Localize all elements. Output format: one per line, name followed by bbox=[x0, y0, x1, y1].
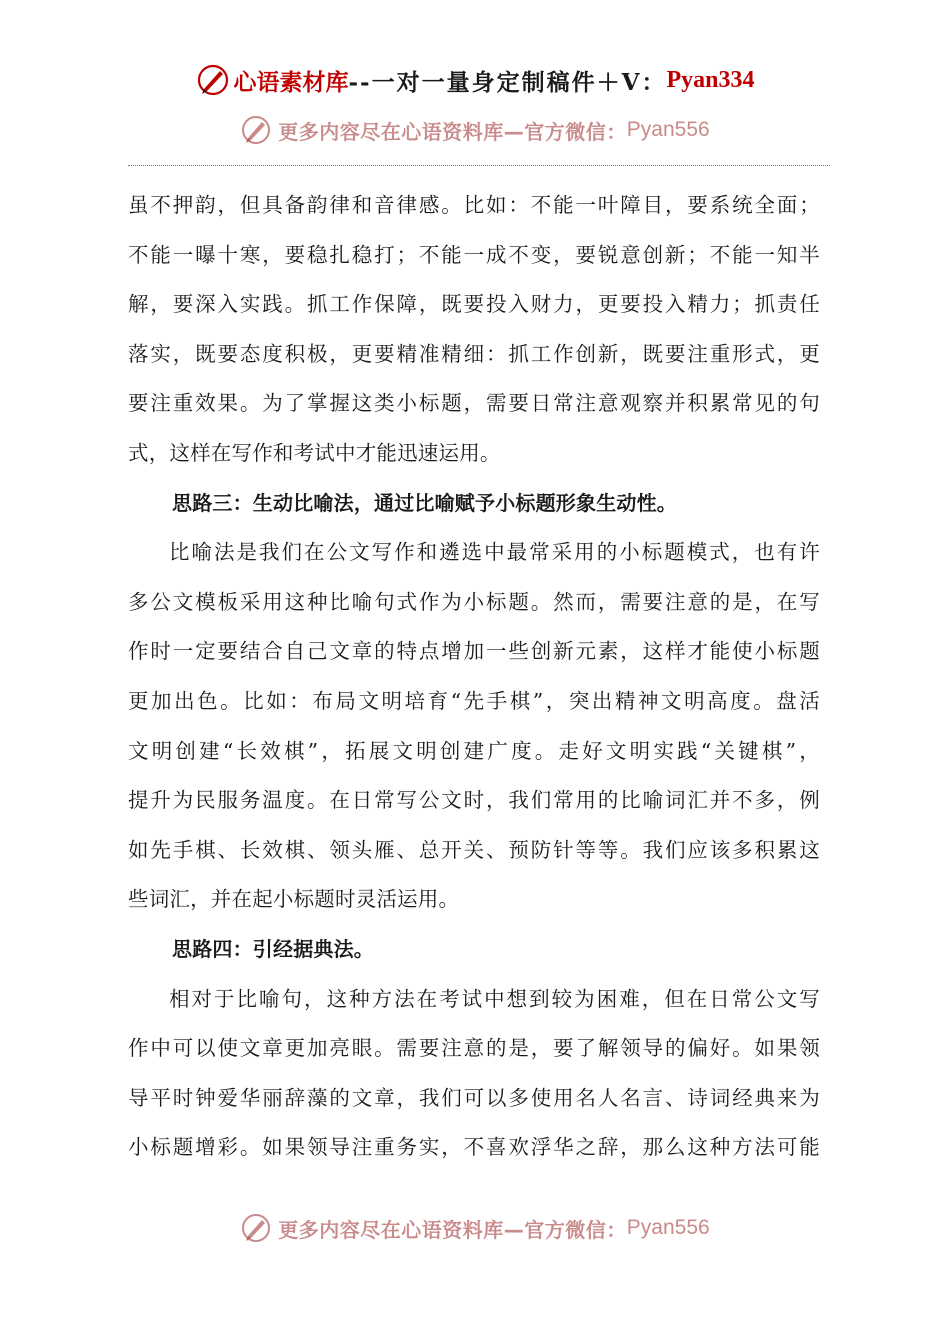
text-line: 式，这样在写作和考试中才能迅速运用。 bbox=[128, 440, 501, 465]
header-watermark bbox=[0, 112, 950, 148]
text-line: 如先手棋、长效棋、领头雁、总开关、预防针等等。我们应该多积累这 bbox=[128, 837, 820, 862]
text-line: 作时一定要结合自己文章的特点增加一些创新元素，这样才能使小标题 bbox=[128, 639, 820, 664]
header-slogan: --一对一量身定制稿件＋V： bbox=[348, 68, 667, 96]
pen-logo-icon bbox=[240, 1212, 272, 1244]
text-line: 要注重效果。为了掌握这类小标题，需要日常注意观察并积累常见的句 bbox=[128, 391, 820, 416]
header-divider bbox=[128, 165, 830, 166]
footer-watermark bbox=[0, 1210, 950, 1246]
text-line: 些词汇，并在起小标题时灵活运用。 bbox=[128, 887, 460, 912]
text-line: 落实，既要态度积极，更要精准精细：抓工作创新，既要注重形式，更 bbox=[128, 341, 820, 366]
text-line: 提升为民服务温度。在日常写公文时，我们常用的比喻词汇并不多，例 bbox=[128, 788, 820, 813]
watermark-text: 更多内容尽在心语资料库—官方微信： bbox=[278, 119, 627, 144]
text-line: 比喻法是我们在公文写作和遴选中最常采用的小标题模式，也有许 bbox=[169, 540, 820, 565]
pen-logo-icon bbox=[196, 63, 230, 97]
text-line: 虽不押韵，但具备韵律和音律感。比如：不能一叶障目，要系统全面； bbox=[128, 193, 820, 217]
page-header bbox=[0, 60, 950, 100]
watermark-id: Pyan556 bbox=[626, 1216, 710, 1239]
watermark-id: Pyan556 bbox=[626, 118, 710, 141]
text-line: 作中可以使文章更加亮眼。需要注意的是，要了解领导的偏好。如果领 bbox=[128, 1036, 820, 1061]
header-contact: Pyan334 bbox=[666, 66, 755, 93]
document-body bbox=[128, 181, 820, 1173]
text-line: 小标题增彩。如果领导注重务实，不喜欢浮华之辞，那么这种方法可能 bbox=[128, 1135, 820, 1160]
text-line: 导平时钟爱华丽辞藻的文章，我们可以多使用名人名言、诗词经典来为 bbox=[128, 1085, 820, 1110]
text-line: 多公文模板采用这种比喻句式作为小标题。然而，需要注意的是，在写 bbox=[128, 589, 820, 614]
text-line: 更加出色。比如：布局文明培育“先手棋”，突出精神文明高度。盘活 bbox=[128, 688, 820, 713]
text-line: 解，要深入实践。抓工作保障，既要投入财力，更要投入精力；抓责任 bbox=[128, 292, 820, 317]
section-heading: 思路四：引经据典法。 bbox=[172, 936, 374, 961]
text-line: 文明创建“长效棋”，拓展文明创建广度。走好文明实践“关键棋”， bbox=[128, 738, 820, 763]
brand-name: 心语素材库 bbox=[233, 68, 349, 96]
text-line: 不能一曝十寒，要稳扎稳打；不能一成不变，要锐意创新；不能一知半 bbox=[128, 242, 820, 267]
text-line: 相对于比喻句，这种方法在考试中想到较为困难，但在日常公文写 bbox=[169, 986, 820, 1011]
pen-logo-icon bbox=[240, 114, 272, 146]
section-heading: 思路三：生动比喻法，通过比喻赋予小标题形象生动性。 bbox=[172, 490, 677, 515]
watermark-text: 更多内容尽在心语资料库—官方微信： bbox=[278, 1217, 627, 1242]
